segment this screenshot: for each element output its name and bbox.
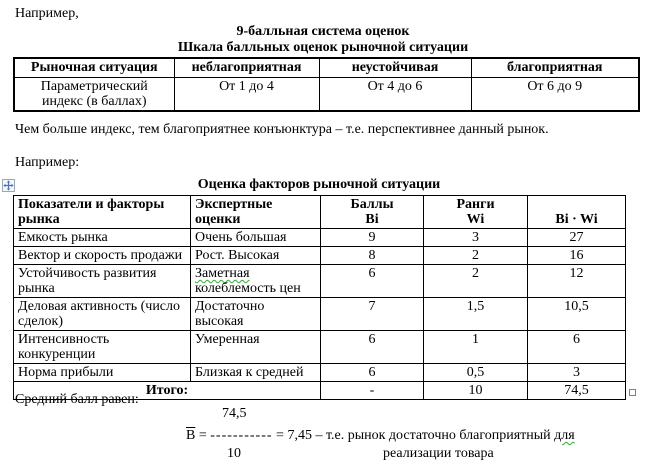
body-paragraph: Чем больше индекс, тем благоприятнее конъюнктура – т.е. перспективнее данный рынок. [15,122,549,137]
table1-title: 9-балльная система оценок [236,24,410,39]
total-product-cell: 74,5 [528,382,626,400]
expert-cell: Очень большая [191,229,321,247]
header-cell: Рыночная ситуация [14,58,174,77]
product-cell: 3 [528,364,626,382]
rank-cell: 2 [424,247,528,265]
table-row [14,331,626,364]
header-cell: неустойчивая [319,58,471,77]
fraction-line: ----------- [210,428,273,443]
header-cell: Bi · Wi [528,196,626,229]
table1-subtitle: Шкала балльных оценок рыночной ситуации [177,40,469,55]
score-cell: 7 [321,298,424,331]
b-bar-symbol: В [186,428,196,443]
factor-cell: Вектор и скорость продажи [14,247,191,265]
product-cell: 12 [528,265,626,298]
table-move-handle-icon[interactable] [2,179,15,192]
rank-cell: 3 [424,229,528,247]
rating-scale-table [13,57,640,112]
fraction-denominator: 10 [227,446,241,461]
document-title-block [0,24,646,56]
table-row [14,265,626,298]
header-cell: Показатели и факторы рынка [14,196,191,229]
expert-cell: Рост. Высокая [191,247,321,265]
total-label-cell: Итого: [14,382,321,400]
header-cell: Баллы Bi [321,196,424,229]
product-cell: 16 [528,247,626,265]
header-cell: благоприятная [471,58,639,77]
table-row [14,364,626,382]
intro-text-2: Например: [15,155,80,170]
rank-cell: 1 [424,331,528,364]
average-score-lead: Средний балл равен: [15,392,139,407]
factor-cell: Интенсивность конкуренции [14,331,191,364]
table-row [14,77,639,111]
row-label-cell: Параметрический индекс (в баллах) [14,77,174,111]
spellcheck-flagged-word: Заметная [195,266,250,281]
product-cell: 27 [528,229,626,247]
rank-cell: 1,5 [424,298,528,331]
expert-cell: Близкая к средней [191,364,321,382]
spellcheck-flagged-word: для [554,428,575,443]
value-cell: От 4 до 6 [319,77,471,111]
table2-title: Оценка факторов рыночной ситуации [197,177,441,192]
factor-cell: Устойчивость развития рынка [14,265,191,298]
table-row [14,229,626,247]
value-cell: От 6 до 9 [471,77,639,111]
header-cell: неблагоприятная [174,58,319,77]
factors-evaluation-table [13,195,626,400]
equals-sign: = [198,428,207,443]
factor-cell: Деловая активность (число сделок) [14,298,191,331]
formula-result: = 7,45 – т.е. рынок достаточно благоприятный [276,428,555,443]
table-header-row [14,196,626,229]
factor-cell: Норма прибыли [14,364,191,382]
table-header-row [14,58,639,77]
value-cell: От 1 до 4 [174,77,319,111]
score-cell: 6 [321,364,424,382]
rank-cell: 0,5 [424,364,528,382]
total-rank-cell: 10 [424,382,528,400]
rank-cell: 2 [424,265,528,298]
header-cell: Ранги Wi [424,196,528,229]
table-row [14,298,626,331]
score-cell: 9 [321,229,424,247]
score-cell: 6 [321,331,424,364]
formula-result-line2: реализации товара [383,446,494,461]
fraction-numerator: 74,5 [222,406,247,421]
move-arrows-icon [3,180,14,191]
intro-text-1: Например, [15,6,79,21]
score-cell: 8 [321,247,424,265]
formula-line [186,428,575,444]
expert-cell: Заметная колеблемость цен [191,265,321,298]
table-resize-handle[interactable] [629,389,636,396]
expert-cell: Достаточно высокая [191,298,321,331]
total-score-cell: - [321,382,424,400]
table-row [14,247,626,265]
product-cell: 6 [528,331,626,364]
score-cell: 6 [321,265,424,298]
header-cell: Экспертные оценки [191,196,321,229]
expert-cell: Умеренная [191,331,321,364]
product-cell: 10,5 [528,298,626,331]
factor-cell: Емкость рынка [14,229,191,247]
